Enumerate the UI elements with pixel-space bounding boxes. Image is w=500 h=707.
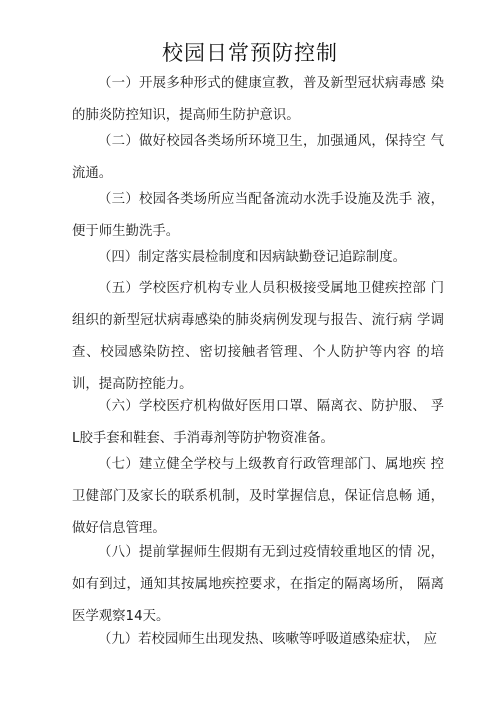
paragraph-5: （五）学校医疗机构专业人员积极接受属地卫健疾控部 门组织的新型冠状病毒感染的肺炎病例发现与报告、流行病 学调查、校园感染防控、密切接触者管理、个人防护等内容 的培训，提高防控能力。 bbox=[72, 281, 444, 392]
document-title: 校园日常预防控制 bbox=[162, 41, 338, 65]
paragraph-6: （六）学校医疗机构做好医用口罩、隔离衣、防护服、 孚L胶手套和鞋套、手消毒剂等防护物资准备。 bbox=[72, 399, 444, 446]
paragraph-3: （三）校园各类场所应当配备流动水洗手设施及洗手 液，便于师生勤洗手。 bbox=[72, 192, 444, 239]
paragraph-2: （二）做好校园各类场所环境卫生，加强通风，保持空 气流通。 bbox=[72, 134, 444, 181]
paragraph-1: （一）开展多种形式的健康宣教，普及新型冠状病毒感 染的肺炎防控知识，提高师生防护意识。 bbox=[72, 76, 444, 123]
paragraph-4: （四）制定落实晨检制度和因病缺勤登记追踪制度。 bbox=[98, 250, 406, 265]
paragraph-8: （八）提前掌握师生假期有无到过疫情较重地区的情 况，如有到过，通知其按属地疾控要求，在指定的隔离场所， 隔离医学观察14天。 bbox=[72, 545, 444, 624]
paragraph-7: （七）建立健全学校与上级教育行政管理部门、属地疾 控卫健部门及家长的联系机制，及时掌握信息，保证信息畅 通，做好信息管理。 bbox=[72, 457, 444, 536]
paragraph-9: （九）若校园师生出现发热、咳嗽等呼吸道感染症状， 应 bbox=[98, 632, 438, 647]
